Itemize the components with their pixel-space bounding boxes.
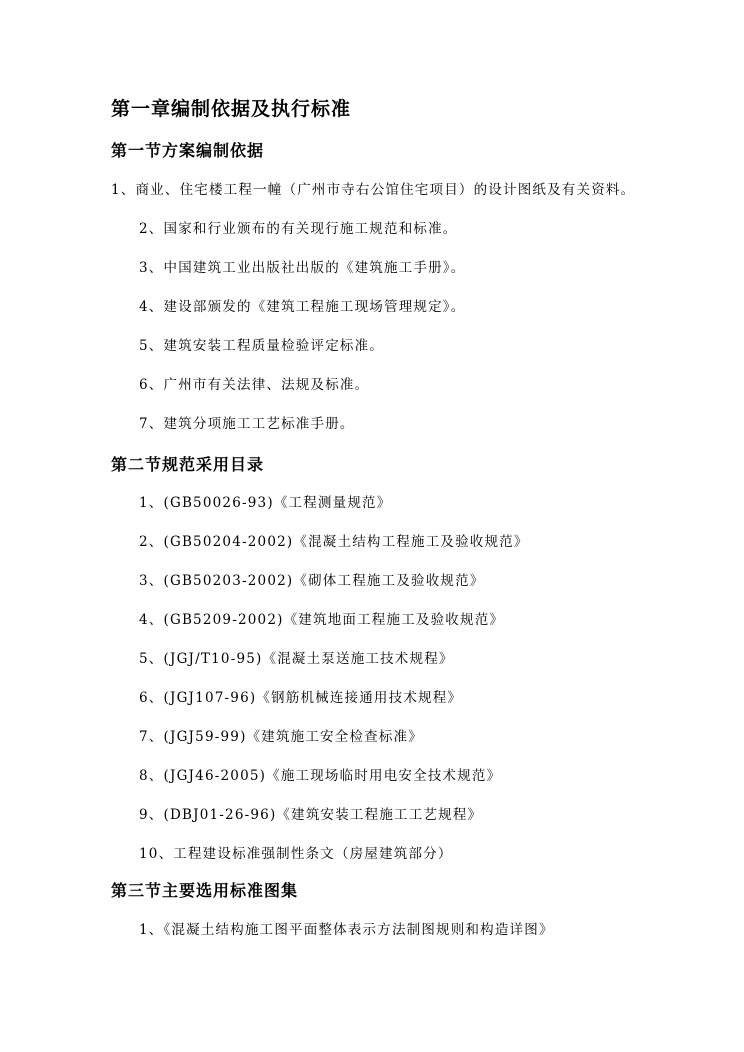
- list-item: 4、建设部颁发的《建筑工程施工现场管理规定》。: [139, 299, 466, 315]
- list-item: 6、广州市有关法律、法规及标准。: [139, 377, 370, 393]
- list-item: 1、商业、住宅楼工程一幢（广州市寺右公馆住宅项目）的设计图纸及有关资料。: [111, 182, 636, 198]
- list-item: 3、(GB50203-2002)《砌体工程施工及验收规范》: [139, 573, 485, 589]
- list-item: 5、建筑安装工程质量检验评定标准。: [139, 338, 384, 354]
- list-item: 8、(JGJ46-2005)《施工现场临时用电安全技术规范》: [139, 768, 502, 784]
- list-item: 2、国家和行业颁布的有关现行施工规范和标准。: [139, 221, 458, 237]
- list-item: 1、(GB50026-93)《工程测量规范》: [139, 495, 392, 511]
- chapter-title: 第一章编制依据及执行标准: [111, 98, 352, 120]
- list-item: 4、(GB5209-2002)《建筑地面工程施工及验收规范》: [139, 612, 505, 628]
- section-title-1: 第一节方案编制依据: [111, 141, 265, 160]
- section-title-2: 第二节规范采用目录: [111, 455, 265, 474]
- list-item: 6、(JGJ107-96)《钢筋机械连接通用技术规程》: [139, 690, 463, 706]
- list-item: 3、中国建筑工业出版社出版的《建筑施工手册》。: [139, 260, 466, 276]
- section-title-3: 第三节主要选用标准图集: [111, 881, 299, 900]
- list-item: 7、建筑分项施工工艺标准手册。: [139, 416, 355, 432]
- list-item: 5、(JGJ/T10-95)《混凝土泵送施工技术规程》: [139, 651, 454, 667]
- list-item: 9、(DBJ01-26-96)《建筑安装工程施工工艺规程》: [139, 807, 483, 823]
- list-item: 2、(GB50204-2002)《混凝土结构工程施工及验收规范》: [139, 534, 529, 550]
- list-item: 7、(JGJ59-99)《建筑施工安全检查标准》: [139, 729, 423, 745]
- list-item: 1、《混凝土结构施工图平面整体表示方法制图规则和构造详图》: [139, 922, 554, 938]
- list-item: 10、工程建设标准强制性条文（房屋建筑部分）: [139, 846, 453, 862]
